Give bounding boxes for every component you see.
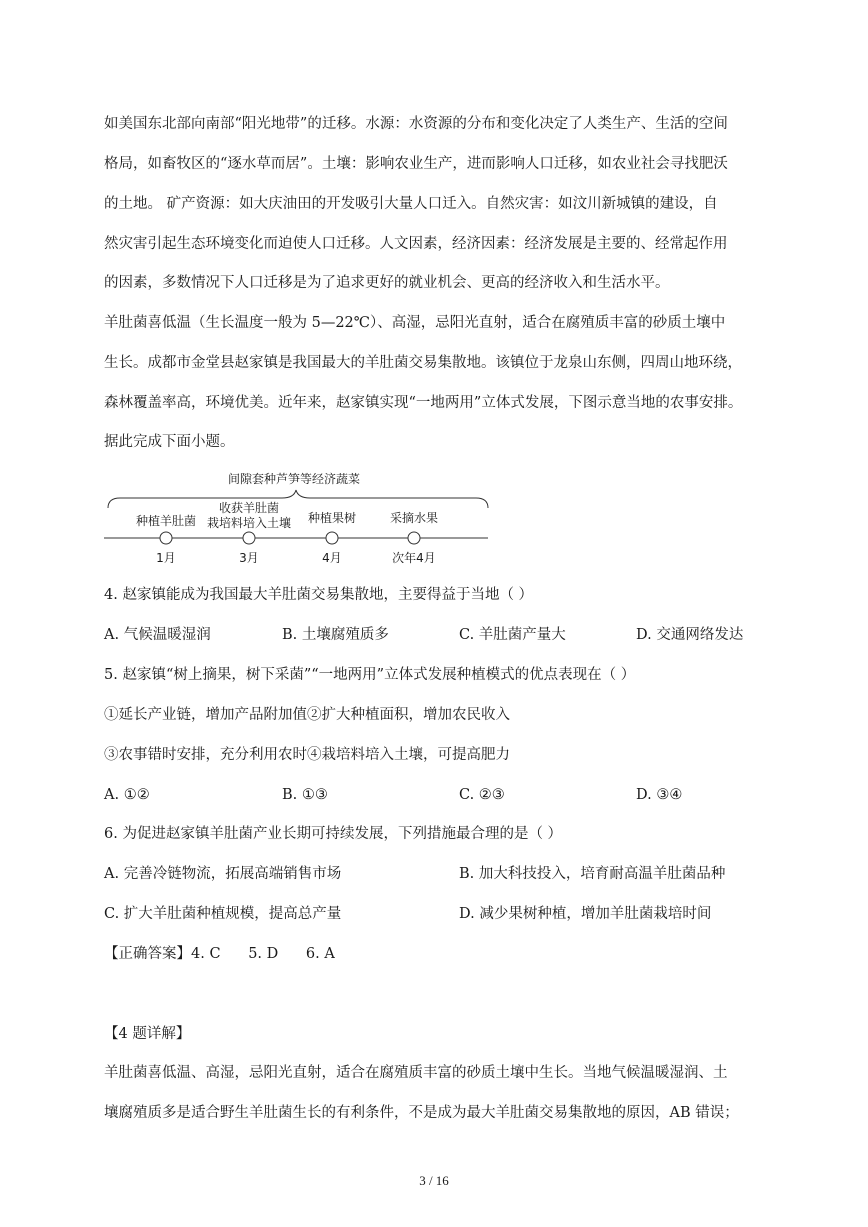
date-label: 4月 — [322, 551, 342, 565]
detail-line: 羊肚菌喜低温、高湿，忌阳光直射，适合在腐殖质丰富的砂质土壤中生长。当地气候温暖湿润、土 — [104, 1065, 728, 1081]
passage-line: 据此完成下面小题。 — [104, 434, 235, 450]
intro-line: 如美国东北部向南部“阳光地带”的迁移。水源：水资源的分布和变化决定了人类生产、生活的空间 — [104, 116, 728, 132]
q6-option-a: A. 完善冷链物流，拓展高端销售市场 — [104, 866, 342, 882]
intro-line: 的土地。 矿产资源：如大庆油田的开发吸引大量人口迁入。自然灾害：如汶川新城镇的建设，自 — [104, 196, 718, 212]
event-marker — [408, 532, 420, 544]
q6-stem: 6. 为促进赵家镇羊肚菌产业长期可持续发展，下列措施最合理的是（ ） — [104, 826, 563, 842]
q5-option-d: D. ③④ — [636, 787, 683, 803]
event-label: 采摘水果 — [389, 511, 439, 525]
passage-line: 羊肚菌喜低温（生长温度一般为 5—22℃）、高湿，忌阳光直射，适合在腐殖质丰富的砂质土壤中 — [104, 315, 726, 331]
bracket-label: 间隙套种芦笋等经济蔬菜 — [227, 472, 361, 486]
date-label: 3月 — [239, 551, 259, 565]
q4-option-a: A. 气候温暖湿润 — [104, 627, 211, 643]
bracket — [108, 490, 488, 508]
q4-option-c: C. 羊肚菌产量大 — [459, 627, 566, 643]
q6-option-c: C. 扩大羊肚菌种植规模，提高总产量 — [104, 906, 342, 922]
q4-stem: 4. 赵家镇能成为我国最大羊肚菌交易集散地，主要得益于当地（ ） — [104, 587, 534, 603]
event-marker — [326, 532, 338, 544]
q5-option-b: B. ①③ — [282, 787, 328, 803]
passage-line: 森林覆盖率高，环境优美。近年来，赵家镇实现“一地两用”立体式发展，下图示意当地的农事安排。 — [104, 395, 743, 411]
q5-option-a: A. ①② — [104, 787, 150, 803]
page-number: 3 / 16 — [419, 1173, 449, 1188]
date-label: 1月 — [156, 551, 176, 565]
q4-option-b: B. 土壤腐殖质多 — [282, 627, 389, 643]
event-label: 种植果树 — [307, 511, 357, 525]
answer-line: 【正确答案】4. C 5. D 6. A — [104, 946, 335, 962]
date-label: 次年4月 — [392, 551, 436, 565]
q5-option-c: C. ②③ — [459, 787, 505, 803]
q5-statements-1: ①延长产业链，增加产品附加值②扩大种植面积，增加农民收入 — [104, 707, 510, 723]
intro-line: 的因素，多数情况下人口迁移是为了追求更好的就业机会、更高的经济收入和生活水平。 — [104, 275, 670, 291]
q4-option-d: D. 交通网络发达 — [636, 627, 744, 643]
detail-heading: 【4 题详解】 — [104, 1026, 191, 1042]
q5-stem: 5. 赵家镇“树上摘果，树下采菌”“一地两用”立体式发展种植模式的优点表现在（ ） — [104, 667, 636, 683]
intro-line: 然灾害引起生态环境变化而迫使人口迁移。人文因素，经济因素：经济发展是主要的、经常起作用 — [104, 236, 728, 252]
event-marker — [160, 532, 172, 544]
detail-line: 壤腐殖质多是适合野生羊肚菌生长的有利条件，不是成为最大羊肚菌交易集散地的原因，AB 错误； — [104, 1105, 739, 1121]
q6-option-d: D. 减少果树种植，增加羊肚菌栽培时间 — [459, 906, 712, 922]
event-marker — [243, 532, 255, 544]
passage-line: 生长。成都市金堂县赵家镇是我国最大的羊肚菌交易集散地。该镇位于龙泉山东侧，四周山地环绕， — [104, 355, 742, 371]
q6-option-b: B. 加大科技投入，培育耐高温羊肚菌品种 — [459, 866, 726, 882]
event-label: 种植羊肚菌 — [135, 514, 197, 528]
event-label: 收获羊肚菌 — [218, 501, 280, 515]
event-label: 栽培料培入土壤 — [206, 516, 292, 530]
farming-timeline-diagram — [104, 466, 494, 574]
q5-statements-2: ③农事错时安排，充分利用农时④栽培料培入土壤，可提高肥力 — [104, 747, 510, 763]
intro-line: 格局，如畜牧区的“逐水草而居”。土壤：影响农业生产，进而影响人口迁移，如农业社会寻找肥沃 — [104, 156, 728, 172]
